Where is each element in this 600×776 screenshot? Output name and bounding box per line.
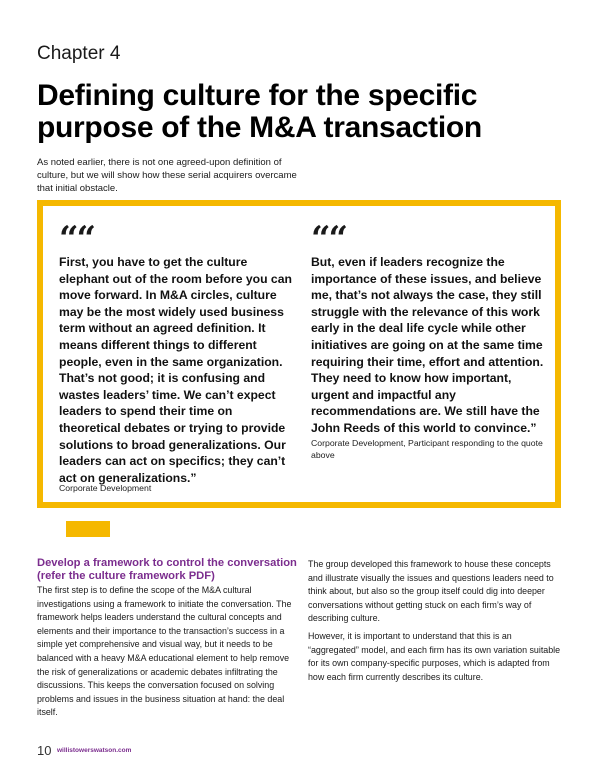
quote-mark-icon: ““ <box>59 219 95 259</box>
quote-box <box>37 200 561 508</box>
section-heading[interactable]: Develop a framework to control the conversation (refer the culture framework PDF) <box>37 557 297 582</box>
quote-text: But, even if leaders recognize the importance of these issues, and believe me, that’s not always the case, they still struggle with the relevance of this work early in the deal life cycle while other initiatives are going on at the same time requiring their time, effort and attention. They need to know how important, urgent and impactful any recommendations are. We still have the John Reeds of this world to convince.” <box>311 255 544 435</box>
page-number: 10 <box>37 743 52 758</box>
quote-attribution: Corporate Development, Participant responding to the quote above <box>311 438 543 460</box>
section-body-right-1: The group developed this framework to house these concepts and illustrate visually the issues and questions leaders need to think about, but also so the group itself could dig into deeper conversations without getting stuck on each firm’s way of describing culture. <box>308 559 554 624</box>
accent-bar <box>66 521 110 537</box>
quote-mark-icon: ““ <box>311 219 347 259</box>
section-body-left: The first step is to define the scope of the M&A cultural investigations using a framework to initiate the conversation. The framework helps leaders understand the cultural concepts and elements and their importance to the transaction’s success in a simple yet comprehensive and visual way, but it needs to be balanced with a heavy M&A educational element to help remove the risk of generalizations or academic debates infiltrating the discussions. This keeps the conversation focused on solving problems and issues in the business situation at hand: the deal itself. <box>37 585 292 718</box>
quote-text: First, you have to get the culture elephant out of the room before you can move forward. In M&A circles, culture may be the most widely used business term without an agreed definition. It means different things to different people, even in the same organization. That’s not good; it is confusing and wastes leaders’ time. We can’t expect leaders to spend their time on theoretical debates or trying to provide solutions to broad generalizations. Our leaders can act on specifics; they can’t act on generalizations.” <box>59 255 292 485</box>
quote-attribution: Corporate Development <box>59 483 152 493</box>
chapter-label: Chapter 4 <box>37 43 121 64</box>
section-body-right-2: However, it is important to understand that this is an “aggregated” model, and each firm has its own variation suitable for its own company-specific purposes, which is adapted from how each firm currently describes its culture. <box>308 631 561 682</box>
page-title: Defining culture for the specific purpose of the M&A transaction <box>37 79 482 144</box>
footer-url-link[interactable]: willistowerswatson.com <box>57 747 132 754</box>
intro-paragraph: As noted earlier, there is not one agreed-upon definition of culture, but we will show how these serial acquirers overcame that initial obstacle. <box>37 157 297 194</box>
